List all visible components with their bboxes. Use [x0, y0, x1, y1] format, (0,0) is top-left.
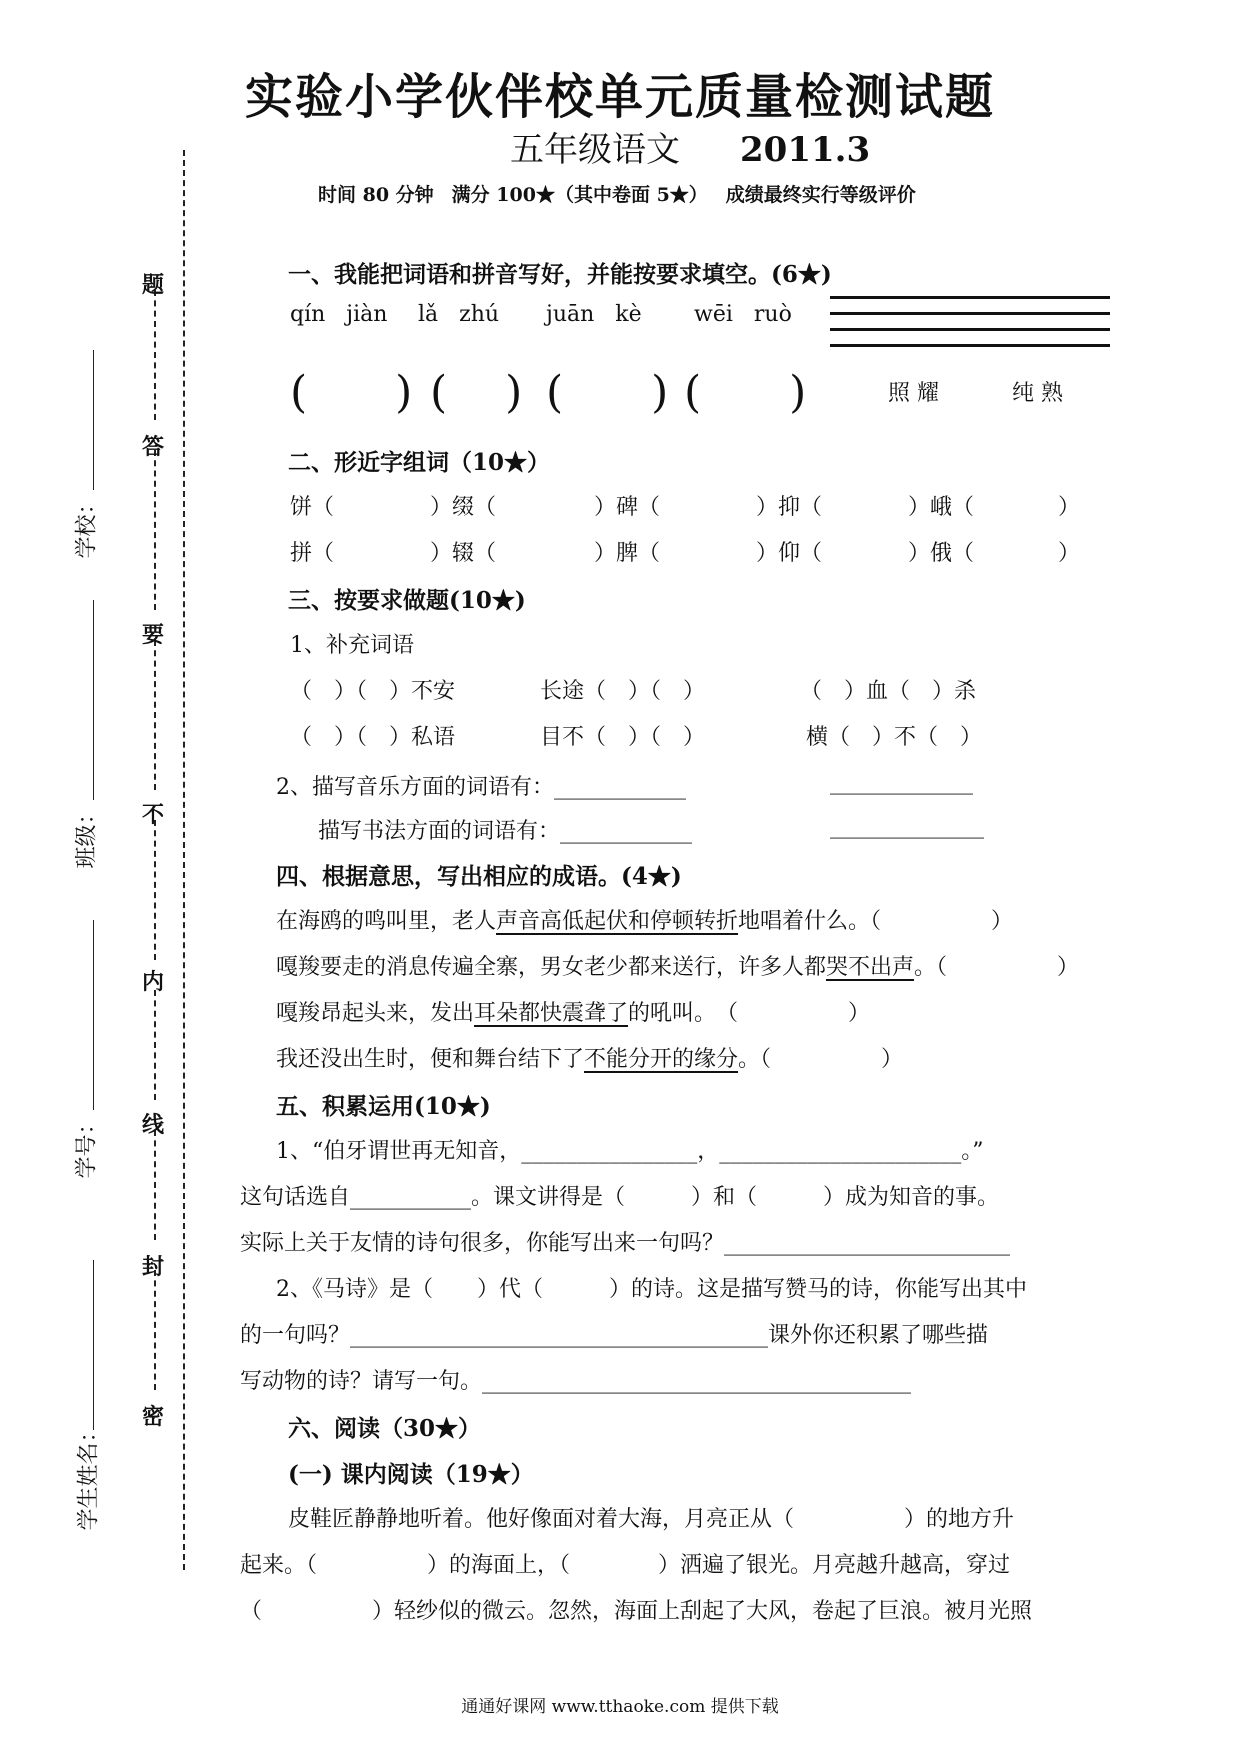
seal-dash [154, 1270, 156, 1390]
grade-subject: 五年级语文 [510, 130, 680, 170]
binding-dashed-line [183, 150, 185, 1570]
pinyin-4: wēi ruò [694, 302, 792, 327]
s2-r1-c5: ）峨（ [908, 495, 975, 520]
s2-r1-c2: ）缀（ [430, 495, 497, 520]
s5-line-1: 1、“伯牙谓世再无知音，________________，______________________。” [276, 1139, 984, 1164]
class-label: 班级： [74, 802, 100, 869]
writing-line [830, 312, 1110, 315]
school-label: 学校： [74, 492, 100, 559]
s2-r2-c6: ） [1058, 541, 1081, 566]
page-footer: 通通好课网 www.tthaoke.com 提供下载 [461, 1697, 779, 1717]
seal-char: 封 [142, 1254, 165, 1280]
student-number-field[interactable] [93, 920, 94, 1110]
s3-q2-calligraphy: 描写书法方面的词语有：____________ [318, 819, 693, 844]
seal-dash [154, 990, 156, 1100]
s4-text: 我还没出生时，便和舞台结下了 [276, 1047, 585, 1072]
s2-r1-c3: ）碑（ [594, 495, 661, 520]
s5-line-5: 的一句吗？______________________________________课外你还积累了哪些描 [240, 1323, 989, 1348]
grading-note: 成绩最终实行等级评价 [725, 184, 916, 206]
s4-text: 的吼叫。 （ ） [628, 1001, 871, 1026]
s2-r2-c5: ）俄（ [908, 541, 975, 566]
student-name-label: 学生姓名： [76, 1420, 102, 1531]
seal-char: 题 [142, 272, 165, 298]
reading-line-3: （ ）轻纱似的微云。忽然，海面上刮起了大风，卷起了巨浪。被月光照 [240, 1599, 1033, 1624]
s4-text: 在海鸥的鸣叫里，老人 [276, 909, 497, 934]
exam-title: 实验小学伙伴校单元质量检测试题 [244, 69, 995, 125]
seal-dash [154, 290, 156, 420]
section-6-subheading: (一) 课内阅读（19★） [288, 1461, 534, 1488]
section-1-heading: 一、我能把词语和拼音写好，并能按要求填空。(6★) [288, 261, 832, 288]
seal-dash [154, 640, 156, 790]
seal-char: 答 [142, 434, 165, 460]
s2-r2-c1: 拼（ [290, 541, 335, 566]
s3-q1: 1、补充词语 [290, 633, 414, 658]
s2-r1-c6: ） [1058, 495, 1081, 520]
s4-line-2 [276, 950, 1079, 981]
seal-char: 密 [142, 1404, 165, 1430]
word-1: 照 耀 [888, 381, 939, 406]
section-6-heading: 六、阅读（30★） [288, 1415, 482, 1442]
s4-line-4 [276, 1042, 903, 1073]
s4-text: 。（ ） [914, 955, 1080, 980]
writing-line [830, 344, 1110, 347]
reading-line-2: 起来。（ ）的海面上，（ ）洒遍了银光。月亮越升越高，穿过 [240, 1553, 1011, 1578]
s4-line-1 [276, 904, 1013, 935]
s3-r2-a: （ ）（ ）私语 [290, 725, 456, 750]
seal-dash [154, 1130, 156, 1240]
s3-q2-music-blank: _____________ [830, 770, 973, 795]
s2-r2-c4: ）仰（ [756, 541, 823, 566]
reading-line-1: 皮鞋匠静静地听着。他好像面对着大海，月亮正从（ ）的地方升 [288, 1507, 1015, 1532]
s2-r1-c1: 饼（ [290, 495, 335, 520]
s3-r1-c: （ ）血（ ）杀 [800, 679, 977, 704]
s2-r2-c2: ）辍（ [430, 541, 497, 566]
section-4-heading: 四、根据意思，写出相应的成语。(4★) [276, 863, 682, 890]
pinyin-2: lǎ zhú [418, 302, 500, 327]
seal-char: 要 [142, 622, 165, 648]
seal-char: 不 [142, 802, 165, 828]
student-name-field[interactable] [93, 1260, 94, 1430]
full-score: 满分 100★（其中卷面 5★） [451, 184, 708, 206]
answer-blank-3[interactable]: ( ) [546, 367, 669, 418]
exam-date: 2011.3 [740, 130, 871, 170]
seal-char: 内 [142, 969, 165, 995]
s3-r1-b: 长途（ ）（ ） [540, 679, 706, 704]
s4-underlined-text: 哭不出声 [826, 955, 915, 980]
s2-r2-c3: ）脾（ [594, 541, 661, 566]
s4-text: 嘎羧要走的消息传遍全寨，男女老少都来送行，许多人都 [276, 955, 827, 980]
word-2: 纯 熟 [1012, 381, 1063, 406]
answer-blank-1[interactable]: ( ) [290, 367, 413, 418]
pinyin-1: qín jiàn [290, 302, 388, 327]
s4-underlined-text: 声音高低起伏和停顿转折 [496, 909, 739, 934]
pinyin-3: juān kè [546, 302, 642, 327]
s2-r1-c4: ）抑（ [756, 495, 823, 520]
seal-char: 线 [142, 1112, 165, 1138]
section-2-heading: 二、形近字组词（10★） [288, 449, 551, 476]
exam-subtitle [510, 122, 870, 171]
s5-line-3: 实际上关于友情的诗句很多，你能写出来一句吗？__________________________ [240, 1231, 1011, 1256]
s3-q2-music: 2、描写音乐方面的词语有：____________ [276, 775, 686, 800]
s4-text: 。（ ） [738, 1047, 904, 1072]
s3-r1-a: （ ）（ ）不安 [290, 679, 456, 704]
writing-line [830, 296, 1110, 299]
seal-dash [154, 820, 156, 960]
s5-line-2: 这句话选自___________。课文讲得是（ ）和（ ）成为知音的事。 [240, 1185, 1000, 1210]
answer-blank-2[interactable]: ( ) [430, 367, 523, 418]
s3-q2-calligraphy-blank: ______________ [830, 814, 984, 839]
section-3-heading: 三、按要求做题(10★) [288, 587, 526, 614]
s4-line-3 [276, 996, 870, 1027]
s5-line-4: 2、《马诗》是（ ）代（ ）的诗。这是描写赞马的诗，你能写出其中 [276, 1277, 1027, 1302]
answer-blank-4[interactable]: ( ) [684, 367, 807, 418]
section-5-heading: 五、积累运用(10★) [276, 1093, 491, 1120]
class-field[interactable] [93, 600, 94, 800]
seal-dash [154, 450, 156, 610]
time-limit: 时间 80 分钟 [318, 184, 434, 206]
s4-underlined-text: 不能分开的缘分 [584, 1047, 739, 1072]
s3-r2-b: 目不（ ）（ ） [540, 725, 706, 750]
s4-underlined-text: 耳朵都快震聋了 [474, 1001, 629, 1026]
s3-r2-c: 横（ ）不（ ） [806, 725, 983, 750]
writing-line [830, 328, 1110, 331]
s4-text: 嘎羧昂起头来，发出 [276, 1001, 475, 1026]
student-number-label: 学号： [74, 1112, 100, 1179]
school-field[interactable] [93, 350, 94, 490]
exam-info [318, 180, 934, 207]
s4-text: 地唱着什么。（ ） [738, 909, 1014, 934]
s5-line-6: 写动物的诗？请写一句。_______________________________________ [240, 1369, 912, 1394]
